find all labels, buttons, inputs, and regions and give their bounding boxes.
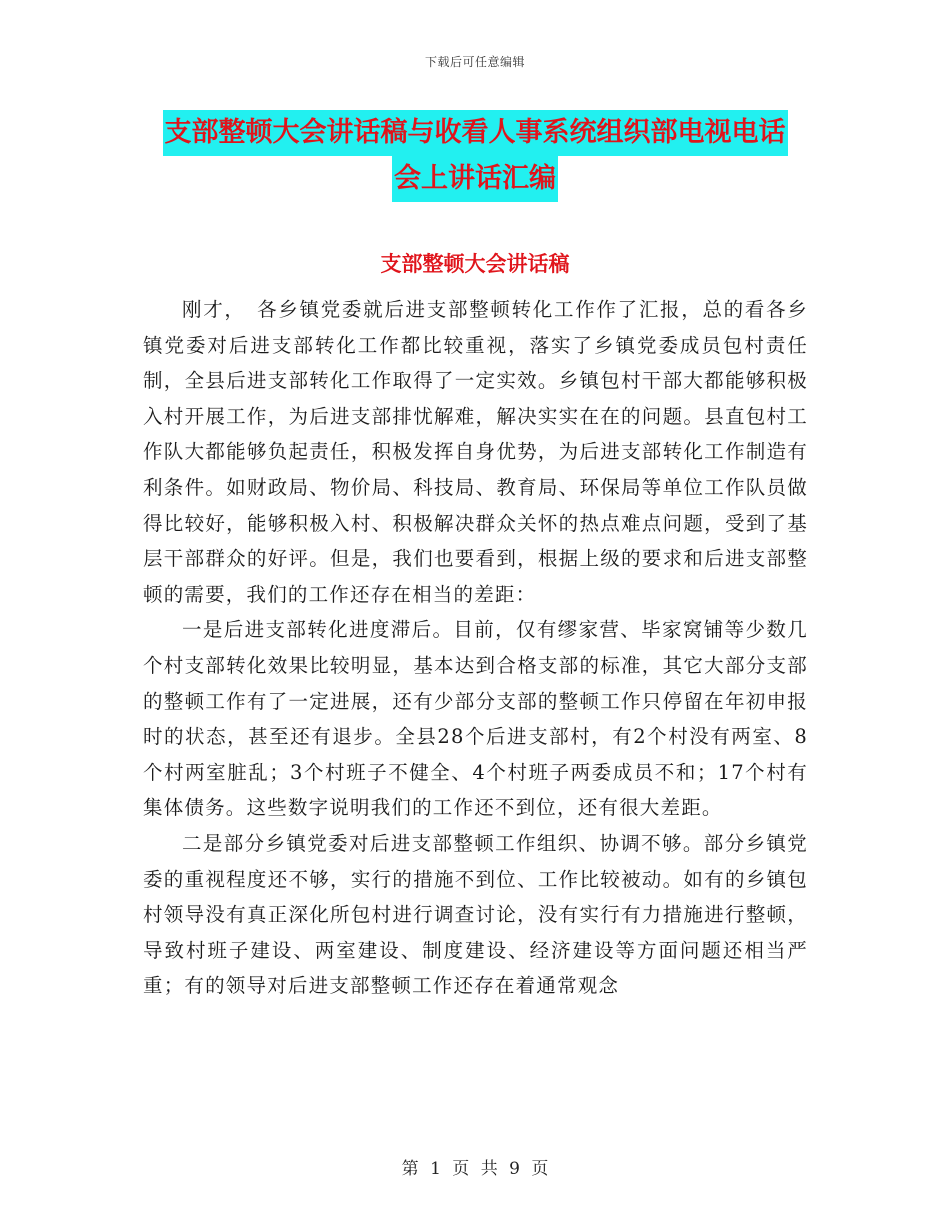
- header-note: 下载后可任意编辑: [424, 55, 525, 69]
- paragraph: 刚才， 各乡镇党委就后进支部整顿转化工作作了汇报，总的看各乡镇党委对后进支部转化工作都比较重视，落实了乡镇党委成员包村责任制，全县后进支部转化工作取得了一定实效。乡镇包村干部大都能够积极入村开展工作，为后进支部排忧解难，解决实实在在的问题。县直包村工作队大都能够负起责任，积极发挥自身优势，为后进支部转化工作制造有利条件。如财政局、物价局、科技局、教育局、环保局等单位工作队员做得比较好，能够积极入村、积极解决群众关怀的热点难点问题，受到了基层干部群众的好评。但是，我们也要看到，根据上级的要求和后进支部整顿的需要，我们的工作还存在相当的差距：: [143, 298, 808, 606]
- title-line-1: 支部整顿大会讲话稿与收看人事系统组织部电视电话: [163, 110, 788, 156]
- page-number-footer: 第 1 页 共 9 页: [401, 1159, 549, 1179]
- title-line-2: 会上讲话汇编: [392, 156, 558, 202]
- paragraph: 二是部分乡镇党委对后进支部整顿工作组织、协调不够。部分乡镇党委的重视程度还不够，实行的措施不到位、工作比较被动。如有的乡镇包村领导没有真正深化所包村进行调查讨论，没有实行有力措施进行整顿，导致村班子建设、两室建设、制度建设、经济建设等方面问题还相当严重；有的领导对后进支部整顿工作还存在着通常观念: [143, 831, 808, 998]
- document-title: [0, 110, 950, 202]
- section-title: 支部整顿大会讲话稿: [380, 252, 570, 276]
- document-body: [143, 292, 808, 1004]
- paragraph: 一是后进支部转化进度滞后。目前，仅有缪家营、毕家窝铺等少数几个村支部转化效果比较明显，基本达到合格支部的标准，其它大部分支部的整顿工作有了一定进展，还有少部分支部的整顿工作只停留在年初申报时的状态，甚至还有退步。全县28个后进支部村，有2个村没有两室、8个村两室脏乱；3个村班子不健全、4个村班子两委成员不和；17个村有集体债务。这些数字说明我们的工作还不到位，还有很大差距。: [143, 618, 808, 820]
